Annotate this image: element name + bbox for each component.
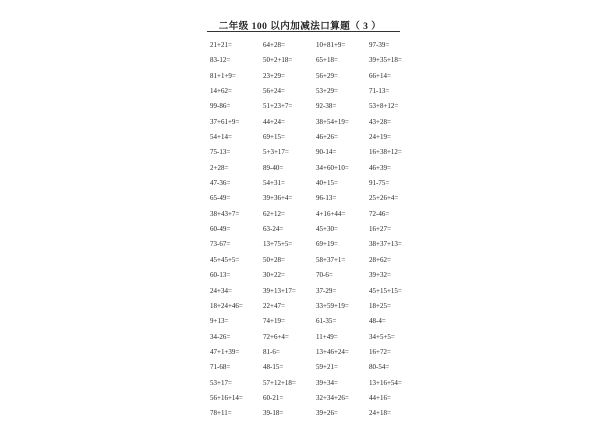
math-problem: 24+19= <box>369 133 391 142</box>
math-problem: 74+19= <box>263 317 285 326</box>
math-problem: 39+36+4= <box>263 194 293 203</box>
math-problem: 81-6= <box>263 347 280 356</box>
math-problem: 54+31= <box>263 179 285 188</box>
math-problem: 32+34+26= <box>316 393 349 402</box>
math-problem: 54+14= <box>210 133 232 142</box>
math-problem: 60-21= <box>263 393 284 402</box>
math-problem: 23+29= <box>263 71 285 80</box>
math-problem: 28+62= <box>369 255 391 264</box>
math-problem: 2+28= <box>210 163 229 172</box>
math-problem: 13+75+5= <box>263 240 293 249</box>
math-problem: 89-40= <box>263 163 284 172</box>
math-problem: 5+3+17= <box>263 148 289 157</box>
math-problem: 75-13= <box>210 148 231 157</box>
math-problem: 97-39= <box>369 41 390 49</box>
math-problem: 56+29= <box>316 71 338 80</box>
math-problem: 22+47= <box>263 301 285 310</box>
math-problem: 81+1+9= <box>210 71 236 80</box>
math-problem: 21+21= <box>210 41 232 49</box>
math-problem: 73-67= <box>210 240 231 249</box>
math-problem: 16+72= <box>369 347 391 356</box>
math-problem: 56+24= <box>263 87 285 96</box>
math-problem: 45+45+5= <box>210 255 240 264</box>
math-problem: 56+16+14= <box>210 393 243 402</box>
math-problem: 46+26= <box>316 133 338 142</box>
math-problem: 11+49= <box>316 332 338 341</box>
math-problem: 53+17= <box>210 378 232 387</box>
math-problem: 46+39= <box>369 163 391 172</box>
math-problem: 18+25= <box>369 301 391 310</box>
math-problem: 63-24= <box>263 225 284 234</box>
math-problem: 44+24= <box>263 117 285 126</box>
math-problem: 43+28= <box>369 117 391 126</box>
math-problem: 24+18= <box>369 409 391 418</box>
math-problem: 10+81+9= <box>316 41 346 49</box>
math-problem: 90-14= <box>316 148 337 157</box>
math-problem: 39+32= <box>369 271 391 280</box>
math-problem: 62+12= <box>263 209 285 218</box>
math-problem: 58+37+1= <box>316 255 346 264</box>
math-problem: 38+37+13= <box>369 240 402 249</box>
title-underline <box>207 31 400 32</box>
math-problem: 57+12+18= <box>263 378 296 387</box>
math-problem: 69+15= <box>263 133 285 142</box>
math-problem: 78+11= <box>210 409 232 418</box>
math-problem: 72+6+4= <box>263 332 289 341</box>
math-problem: 60-49= <box>210 225 231 234</box>
math-problem: 16+38+12= <box>369 148 402 157</box>
math-problem: 4+16+44= <box>316 209 346 218</box>
math-problem: 33+59+19= <box>316 301 349 310</box>
math-problem: 44+16= <box>369 393 391 402</box>
math-problem: 83-12= <box>210 56 231 65</box>
math-problem: 39+34= <box>316 378 338 387</box>
math-problem: 16+27= <box>369 225 391 234</box>
math-problem: 53+29= <box>316 87 338 96</box>
math-problem: 91-75= <box>369 179 390 188</box>
math-problem: 14+62= <box>210 87 232 96</box>
math-problem: 18+24+46= <box>210 301 243 310</box>
math-problem: 48-15= <box>263 363 284 372</box>
math-problem: 80-54= <box>369 363 390 372</box>
math-problem: 13+16+54= <box>369 378 402 387</box>
math-problem: 96-13= <box>316 194 337 203</box>
problem-grid <box>210 38 422 422</box>
math-problem: 39-18= <box>263 409 284 418</box>
math-problem: 34+5+5= <box>369 332 395 341</box>
math-problem: 9+13= <box>210 317 229 326</box>
math-problem: 37-29= <box>316 286 337 295</box>
math-problem: 39+35+18= <box>369 56 402 65</box>
math-problem: 59+21= <box>316 363 338 372</box>
math-problem: 34+60+10= <box>316 163 349 172</box>
math-problem: 65-49= <box>210 194 231 203</box>
math-problem: 38+54+19= <box>316 117 349 126</box>
math-problem: 45+15+15= <box>369 286 402 295</box>
math-problem: 34-26= <box>210 332 231 341</box>
math-problem: 65+18= <box>316 56 338 65</box>
math-problem: 37+61+9= <box>210 117 240 126</box>
math-problem: 60-13= <box>210 271 231 280</box>
math-problem: 40+15= <box>316 179 338 188</box>
math-problem: 64+28= <box>263 41 285 49</box>
math-problem: 71-68= <box>210 363 231 372</box>
math-problem: 66+14= <box>369 71 391 80</box>
math-problem: 69+19= <box>316 240 338 249</box>
math-problem: 50+2+18= <box>263 56 293 65</box>
math-problem: 39+13+17= <box>263 286 296 295</box>
math-problem: 39+26= <box>316 409 338 418</box>
math-problem: 99-86= <box>210 102 231 111</box>
math-problem: 72-46= <box>369 209 390 218</box>
math-problem: 71-13= <box>369 87 390 96</box>
math-problem: 47+1+39= <box>210 347 240 356</box>
math-problem: 24+34= <box>210 286 232 295</box>
math-problem: 70-6= <box>316 271 333 280</box>
math-problem: 38+43+7= <box>210 209 240 218</box>
math-problem: 13+46+24= <box>316 347 349 356</box>
math-problem: 45+30= <box>316 225 338 234</box>
math-problem: 25+26+4= <box>369 194 399 203</box>
math-problem: 92-38= <box>316 102 337 111</box>
math-problem: 47-36= <box>210 179 231 188</box>
math-problem: 50+28= <box>263 255 285 264</box>
math-problem: 30+22= <box>263 271 285 280</box>
math-problem: 51+23+7= <box>263 102 293 111</box>
math-problem: 53+8+12= <box>369 102 399 111</box>
worksheet-title: 二年级 100 以内加减法口算题（ 3 ） <box>218 22 382 32</box>
math-problem: 61-35= <box>316 317 337 326</box>
math-problem: 48-4= <box>369 317 386 326</box>
